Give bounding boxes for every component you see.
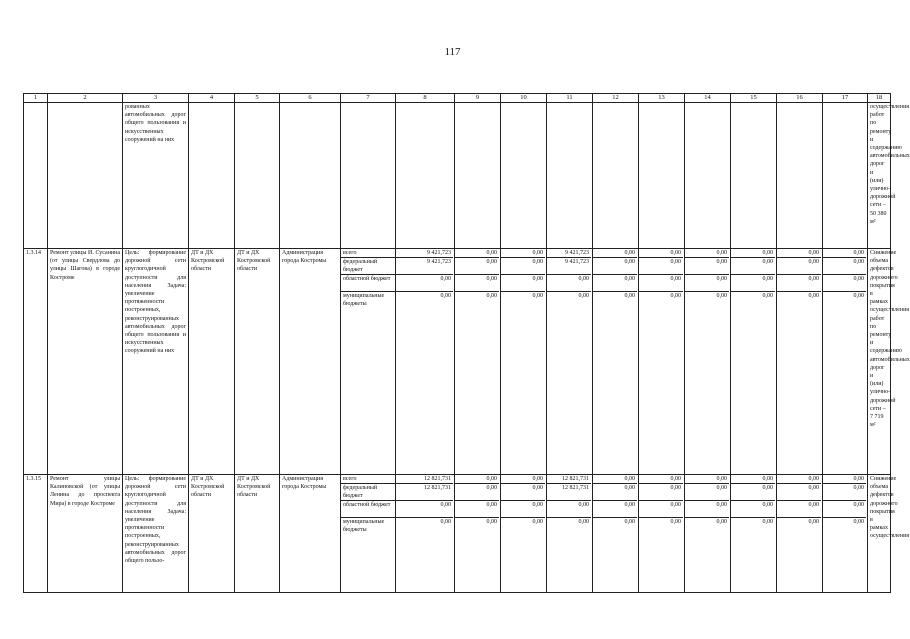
value-cell: 9 421,723 <box>547 258 591 275</box>
row-id: 1.3.14 <box>24 249 48 475</box>
value-cell: 0,00 <box>578 293 589 299</box>
value-cell: 0,00 <box>853 519 864 525</box>
value-cell: 0,00 <box>578 519 589 525</box>
value-cell: 0,00 <box>501 275 545 292</box>
value-cell: 0,00 <box>501 501 545 518</box>
budget-label: муниципальные бюджеты <box>343 519 385 534</box>
value-cell: 0,00 <box>593 501 637 518</box>
value-cell: 0,00 <box>731 475 775 484</box>
col-header: 18 <box>868 94 891 103</box>
value-cell: 0,00 <box>440 293 451 299</box>
value-cell: 0,00 <box>639 258 683 275</box>
col-header: 4 <box>189 94 235 103</box>
header-row <box>24 94 891 103</box>
value-cell: 0,00 <box>532 293 543 299</box>
value-cell: 0,00 <box>777 501 821 518</box>
value-cell: 0,00 <box>853 293 864 299</box>
value-cell: 0,00 <box>396 275 453 292</box>
col-header: 14 <box>685 94 731 103</box>
value-cell: 0,00 <box>639 249 683 258</box>
result-text: Снижение объема дефектов дорожного покрытия в рамках осуществления <box>868 475 891 593</box>
value-cell: 0,00 <box>823 501 866 518</box>
value-cell: 0,00 <box>593 275 637 292</box>
value-cell: 0,00 <box>823 258 866 275</box>
value-cell: 0,00 <box>639 475 683 484</box>
value-cell: 0,00 <box>685 258 729 275</box>
value-cell: 0,00 <box>777 249 821 258</box>
value-cell: 0,00 <box>823 275 866 292</box>
value-cell: 0,00 <box>501 475 545 484</box>
col-header: 13 <box>639 94 685 103</box>
executor: Администрация города Костромы <box>280 475 341 593</box>
budget-label: муниципальные бюджеты <box>343 293 385 308</box>
value-cell: 0,00 <box>777 484 821 501</box>
table-row-continuation <box>24 103 891 249</box>
col-header: 2 <box>48 94 123 103</box>
value-cell: 12 821,731 <box>396 475 453 484</box>
value-cell: 0,00 <box>455 258 499 275</box>
value-cell: 0,00 <box>685 249 729 258</box>
value-cell: 0,00 <box>731 275 775 292</box>
table-row <box>24 249 891 475</box>
value-cell: 0,00 <box>731 258 775 275</box>
col-header: 6 <box>280 94 341 103</box>
value-cell: 0,00 <box>670 293 681 299</box>
col-header: 17 <box>823 94 868 103</box>
value-cell: 0,00 <box>823 475 866 484</box>
value-cell: 0,00 <box>501 249 545 258</box>
table-row <box>24 475 891 593</box>
value-cell: 0,00 <box>455 501 499 518</box>
value-cell: 0,00 <box>455 249 499 258</box>
budget-label: федеральный бюджет <box>341 258 395 275</box>
value-cell: 0,00 <box>762 293 773 299</box>
value-cell: 0,00 <box>670 519 681 525</box>
value-cell: 0,00 <box>593 258 637 275</box>
value-cell: 0,00 <box>823 484 866 501</box>
object-name: Ремонт улицы Калиновской (от улицы Ленина до проспекта Мира) в городе Костроме <box>48 475 123 593</box>
value-cell: 12 821,731 <box>547 475 591 484</box>
col-header: 9 <box>455 94 501 103</box>
budget-label: всего <box>341 475 395 484</box>
goal-text: Цель: формирование дорожной сети круглогодичной доступности для населения Задача: увеличение протяженности построенных, реконструированных автомобильных дорог общего пользования и искусственных сооружений на них <box>123 249 189 475</box>
budget-label: всего <box>341 249 395 258</box>
value-cell: 9 421,723 <box>396 249 453 258</box>
value-cell: 0,00 <box>455 484 499 501</box>
col-header: 10 <box>501 94 547 103</box>
value-cell: 0,00 <box>593 484 637 501</box>
col-header: 3 <box>123 94 189 103</box>
value-cell: 0,00 <box>777 258 821 275</box>
col-header: 15 <box>731 94 777 103</box>
value-cell: 0,00 <box>639 275 683 292</box>
budget-label: федеральный бюджет <box>341 484 395 501</box>
value-cell: 0,00 <box>547 501 591 518</box>
value-cell: 0,00 <box>455 275 499 292</box>
value-cell: 0,00 <box>731 249 775 258</box>
value-cell: 9 421,723 <box>396 258 453 275</box>
value-cell: 0,00 <box>777 275 821 292</box>
value-cell: 0,00 <box>808 519 819 525</box>
value-cell: 0,00 <box>501 258 545 275</box>
col-header: 7 <box>341 94 396 103</box>
result-text: осуществления работ по ремонту и содержанию автомобильных дорог и (или) улично-дорожной сети – 50 380 м² <box>868 103 891 249</box>
goal-text: рованных автомобильных дорог общего пользования и искусственных сооружений на них <box>123 103 189 249</box>
program-table <box>23 93 910 593</box>
value-cell: 0,00 <box>639 484 683 501</box>
value-cell: 0,00 <box>440 519 451 525</box>
value-cell: 12 821,731 <box>547 484 591 501</box>
value-cell: 0,00 <box>777 475 821 484</box>
value-cell: 0,00 <box>685 475 729 484</box>
value-cell: 0,00 <box>685 501 729 518</box>
value-cell: 12 821,731 <box>396 484 453 501</box>
customer: ДТ и ДХ Костромской области <box>235 249 280 475</box>
result-text: Снижение объема дефектов дорожного покрытия в рамках осуществления работ по ремонту и содержанию автомобильных дорог и (или) улично-дорожной сети – 7 719 м² <box>868 249 891 475</box>
customer: ДТ и ДХ Костромской области <box>235 475 280 593</box>
value-cell: 0,00 <box>547 275 591 292</box>
budget-label: областной бюджет <box>341 275 395 292</box>
value-cell: 9 421,723 <box>547 249 591 258</box>
value-cell: 0,00 <box>823 249 866 258</box>
object-name: Ремонт улицы И. Сусанина (от улицы Свердлова до улицы Шагова) в городе Костроме <box>48 249 123 475</box>
value-cell: 0,00 <box>716 293 727 299</box>
budget-label: областной бюджет <box>341 501 395 518</box>
value-cell: 0,00 <box>486 293 497 299</box>
page-number: 117 <box>444 46 461 58</box>
col-header: 8 <box>396 94 455 103</box>
value-cell: 0,00 <box>593 475 637 484</box>
executor: Администрация города Костромы <box>280 249 341 475</box>
responsible: ДТ и ДХ Костромской области <box>189 475 235 593</box>
value-cell: 0,00 <box>624 519 635 525</box>
value-cell: 0,00 <box>455 475 499 484</box>
value-cell: 0,00 <box>808 293 819 299</box>
col-header: 1 <box>24 94 48 103</box>
value-cell: 0,00 <box>731 501 775 518</box>
value-cell: 0,00 <box>486 519 497 525</box>
goal-text: Цель: формирование дорожной сети круглогодичной доступности для населения Задача: увеличение протяженности построенных, реконструированных автомобильных дорог общего пользо- <box>123 475 189 593</box>
col-header: 16 <box>777 94 823 103</box>
value-cell: 0,00 <box>532 519 543 525</box>
value-cell: 0,00 <box>685 275 729 292</box>
value-cell: 0,00 <box>685 484 729 501</box>
row-id: 1.3.15 <box>24 475 48 593</box>
responsible: ДТ и ДХ Костромской области <box>189 249 235 475</box>
col-header: 5 <box>235 94 280 103</box>
value-cell: 0,00 <box>639 501 683 518</box>
value-cell: 0,00 <box>501 484 545 501</box>
col-header: 11 <box>547 94 593 103</box>
col-header: 12 <box>593 94 639 103</box>
value-cell: 0,00 <box>716 519 727 525</box>
value-cell: 0,00 <box>762 519 773 525</box>
value-cell: 0,00 <box>624 293 635 299</box>
value-cell: 0,00 <box>396 501 453 518</box>
value-cell: 0,00 <box>593 249 637 258</box>
value-cell: 0,00 <box>731 484 775 501</box>
